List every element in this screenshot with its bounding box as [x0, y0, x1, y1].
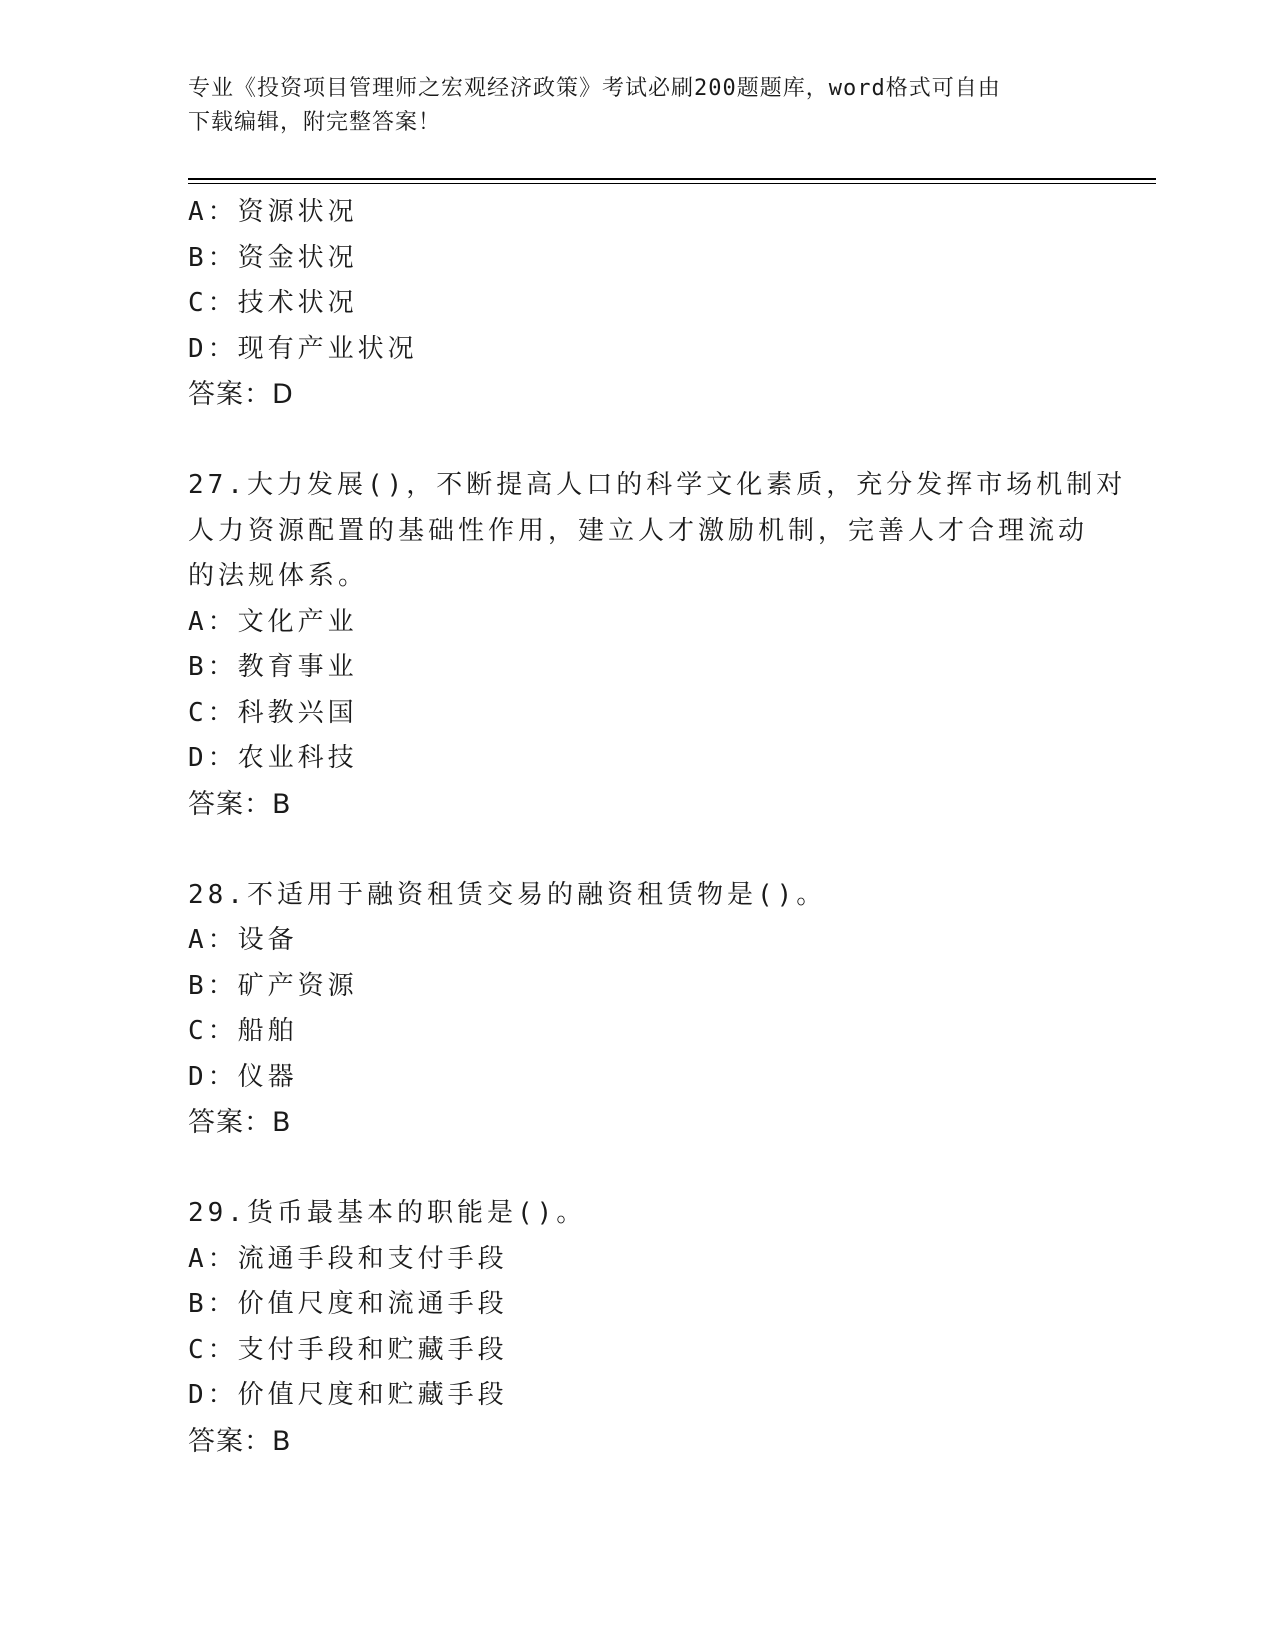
- option-a: A：设备: [188, 925, 298, 955]
- answer: 答案：B: [188, 788, 292, 820]
- option-d: D：现有产业状况: [188, 333, 418, 364]
- option-c: C：科教兴国: [188, 697, 358, 728]
- question-26: [188, 190, 1088, 418]
- question-29: [188, 1191, 1088, 1464]
- option-b: B：价值尺度和流通手段: [188, 1289, 508, 1319]
- question-stem-line: 29.货币最基本的职能是()。: [188, 1198, 587, 1228]
- header-rule-thin: [188, 183, 1156, 184]
- answer: 答案：B: [188, 1425, 292, 1457]
- option-d: D：价值尺度和贮藏手段: [188, 1380, 508, 1410]
- header-line-1: 专业《投资项目管理师之宏观经济政策》考试必刷200题题库，word格式可自由: [188, 76, 1001, 101]
- answer: 答案：D: [188, 379, 294, 410]
- answer: 答案：B: [188, 1107, 292, 1138]
- option-b: B：教育事业: [188, 652, 358, 682]
- question-stem-line: 人力资源配置的基础性作用，建立人才激励机制，完善人才合理流动: [188, 515, 1089, 546]
- option-c: C：船舶: [188, 1016, 298, 1046]
- question-stem-line: 的法规体系。: [188, 561, 369, 591]
- question-28: [188, 873, 1088, 1146]
- spacer: [188, 418, 1088, 464]
- question-stem-line: 28.不适用于融资租赁交易的融资租赁物是()。: [188, 879, 827, 910]
- option-a: A：流通手段和支付手段: [188, 1243, 508, 1274]
- header-line-2: 下载编辑，附完整答案！: [188, 110, 442, 135]
- document-header: [188, 72, 1088, 140]
- option-a: A：资源状况: [188, 197, 358, 227]
- question-27: [188, 463, 1127, 827]
- spacer: [188, 1146, 1088, 1192]
- option-d: D：农业科技: [188, 743, 358, 773]
- spacer: [188, 827, 1088, 873]
- question-stem-line: 27.大力发展()，不断提高人口的科学文化素质，充分发挥市场机制对: [188, 470, 1127, 500]
- option-a: A：文化产业: [188, 606, 358, 637]
- option-c: C：技术状况: [188, 288, 358, 318]
- option-d: D：仪器: [188, 1061, 298, 1092]
- header-rule-thick: [188, 178, 1156, 180]
- question-content: [188, 190, 1127, 1464]
- option-b: B：矿产资源: [188, 970, 358, 1001]
- option-c: C：支付手段和贮藏手段: [188, 1334, 508, 1365]
- option-b: B：资金状况: [188, 242, 358, 273]
